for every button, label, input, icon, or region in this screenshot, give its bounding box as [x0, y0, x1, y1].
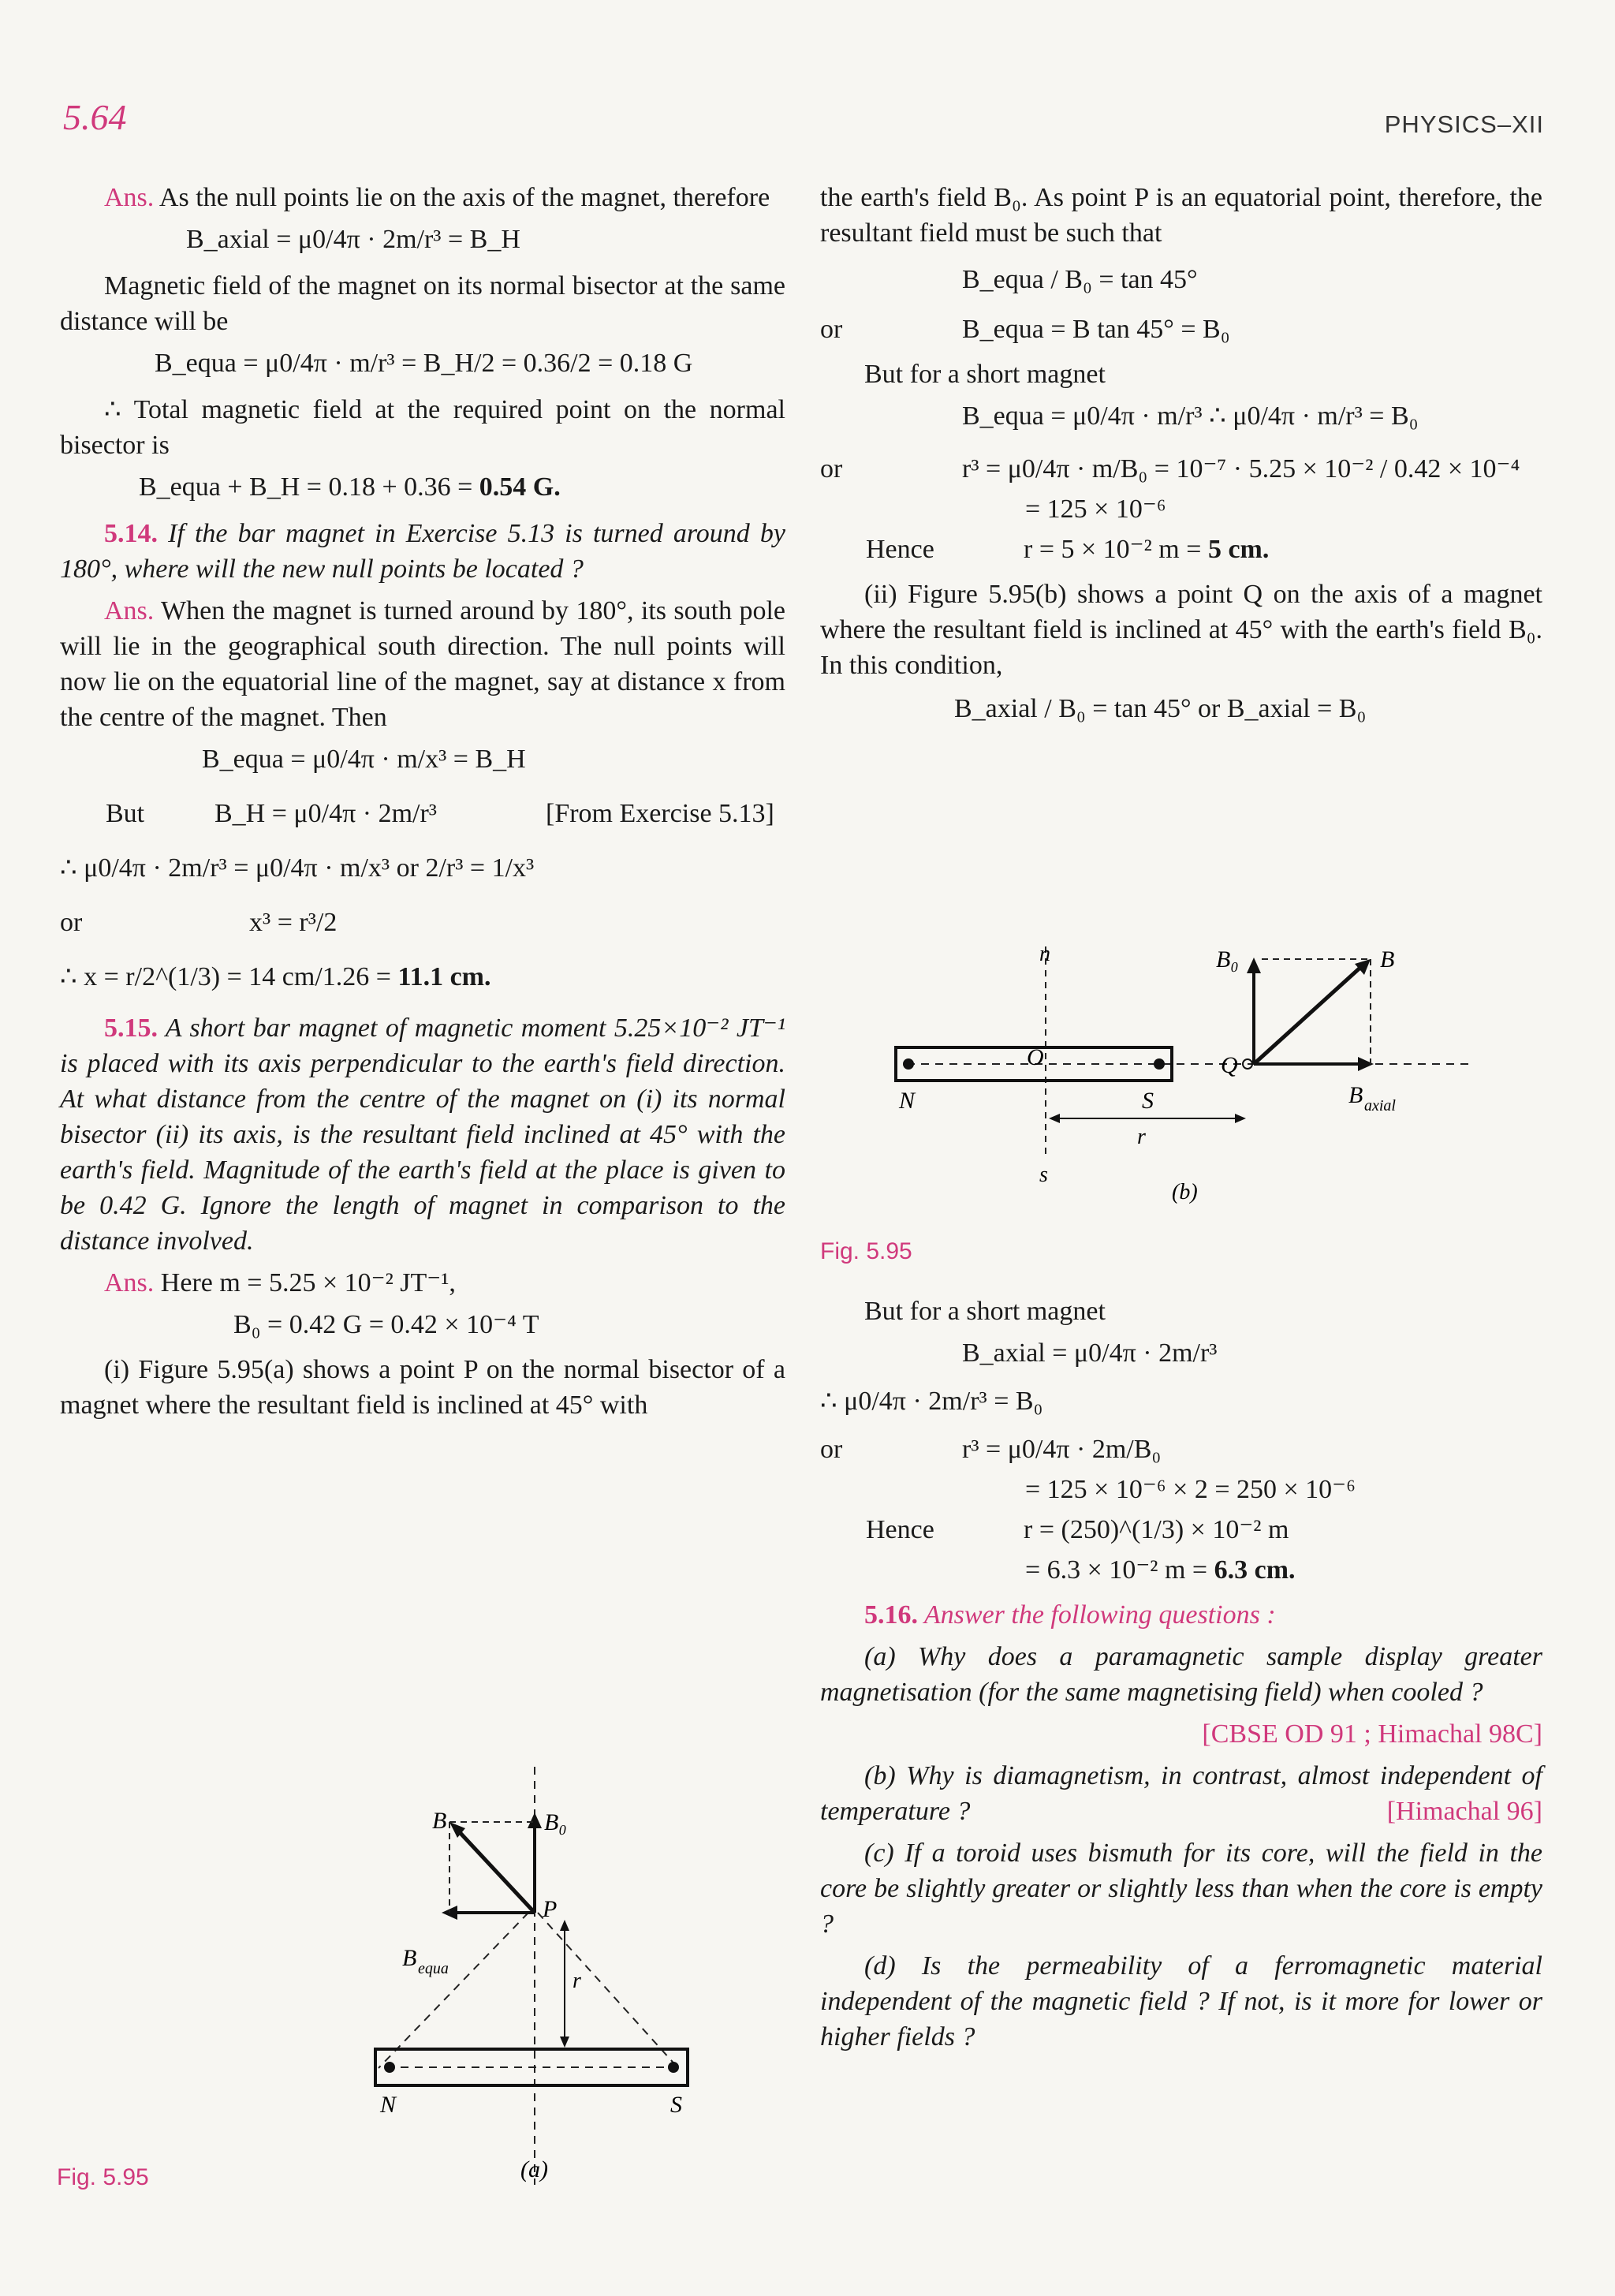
figure-b-caption: (b) [1172, 1180, 1198, 1204]
equation-total-text: B_equa + B_H = 0.18 + 0.36 = [139, 472, 479, 502]
equation-r-cubed-row [820, 451, 1542, 487]
exercise-reference: [From Exercise 5.13] [546, 799, 774, 828]
equation-x-cubed: x³ = r³/2 [249, 908, 338, 937]
figure-label: Fig. 5.95 [57, 2164, 149, 2190]
question-number: 5.16. [864, 1600, 918, 1630]
figure-b-q-label: Q [1221, 1052, 1238, 1078]
question-part-c: (c) If a toroid uses bismuth for its core, will the field in the core be slightly greater or slightly less than when the core is empty ? [820, 1839, 1542, 1939]
hence-label: Hence [866, 535, 934, 564]
left-column [60, 180, 785, 1429]
equation-x-text: ∴ x = r/2^(1/3) = 14 cm/1.26 = [60, 962, 398, 991]
equation-r-result: r = 5 × 10⁻² m = [1024, 535, 1208, 564]
equation-hence-2-row [820, 1512, 1542, 1547]
figure-b-n-pole-label: N [899, 1088, 916, 1114]
equation-total-result: 0.54 G. [479, 472, 561, 502]
equation-r-final-text: = 6.3 × 10⁻² m = [1025, 1555, 1214, 1585]
running-title: PHYSICS–XII [1384, 110, 1544, 138]
figure-b-baxial-subscript: axial [1364, 1097, 1396, 1114]
figure-b-n-label: n [1039, 942, 1050, 966]
figure-b-s-pole-label: S [1142, 1088, 1154, 1114]
figure-a-r-label: r [573, 1969, 581, 1993]
equation-bh: B_H = μ0/4π · 2m/r³ [214, 799, 437, 828]
equation-r-root: r = (250)^(1/3) × 10⁻² m [1024, 1515, 1289, 1544]
figure-b-r-label: r [1137, 1125, 1146, 1149]
figure-b [891, 931, 1483, 1223]
equation-r-cubed: r³ = μ0/4π · m/B₀ = 10⁻⁷ · 5.25 × 10⁻² / 0.42 × 10⁻⁴ [962, 454, 1520, 483]
figure-a [331, 1759, 741, 2201]
question-part-a: (a) Why does a paramagnetic sample display greater magnetisation (for the same magnetising field) when cooled ? [820, 1642, 1542, 1707]
paragraph-earth-field: the earth's field B₀. As point P is an equatorial point, therefore, the resultant field must be such that [820, 183, 1542, 248]
equation-bequa: B_equa = B tan 45° = B₀ [962, 315, 1230, 344]
question-part-b [820, 1758, 1542, 1829]
figure-b-b-label: B [1380, 946, 1395, 973]
or-label: or [820, 1435, 843, 1464]
figure-a-s-label: S [670, 2092, 682, 2118]
but-label: But [106, 799, 145, 828]
question-number: 5.14. [104, 519, 158, 548]
question-part-b-text: (b) Why is diamagnetism, in contrast, almost independent of temperature ? [820, 1761, 1542, 1826]
equation-bequa-row [820, 312, 1542, 347]
right-column [820, 180, 1542, 731]
question-5-16 [820, 1597, 1542, 1633]
question-text: Answer the following questions : [918, 1600, 1276, 1630]
answer-paragraph [60, 180, 785, 215]
question-5-15 [60, 1010, 785, 1259]
equation-bh-row [60, 796, 785, 831]
equation-axial-b0: ∴ μ0/4π · 2m/r³ = B₀ [820, 1387, 1043, 1416]
figure-a-b-label: B [432, 1808, 447, 1834]
or-label: or [60, 908, 83, 937]
answer-paragraph-2 [60, 593, 785, 735]
right-column-lower [820, 1294, 1542, 2061]
equation-ratio: ∴ μ0/4π · 2m/r³ = μ0/4π · m/x³ or 2/r³ = 1/x³ [60, 853, 535, 883]
answer-text: When the magnet is turned around by 180°, its south pole will lie in the geographical south direction. The null points will now lie on the equatorial line of the magnet, say at distance x from the centre of the magnet. Then [60, 596, 785, 732]
or-label: or [820, 454, 843, 483]
equation-x-value: 11.1 cm. [397, 962, 491, 991]
figure-b-baxial-label: B [1348, 1082, 1363, 1108]
equation-hence-row [820, 532, 1542, 567]
paragraph-fig-a: (i) Figure 5.95(a) shows a point P on the normal bisector of a magnet where the resultant field is inclined at 45° with [60, 1355, 785, 1420]
or-label: or [820, 315, 843, 344]
equation-axial-tan: B_axial / B₀ = tan 45° or B_axial = B₀ [954, 694, 1367, 723]
question-text: If the bar magnet in Exercise 5.13 is turned around by 180°, where will the new null points be located ? [60, 519, 785, 584]
equation-equa: B_equa = μ0/4π · m/r³ = B_H/2 = 0.36/2 = 0.18 G [155, 349, 693, 378]
equation-ratio-tan: B_equa / B₀ = tan 45° [962, 265, 1198, 294]
paragraph-short-magnet: But for a short magnet [864, 360, 1106, 389]
equation-total [60, 469, 785, 505]
equation-x-result [60, 959, 785, 995]
paragraph-short-magnet-2: But for a short magnet [864, 1297, 1106, 1326]
figure-a-p-label: P [543, 1896, 558, 1922]
question-5-14 [60, 516, 785, 587]
figure-label-b: Fig. 5.95 [820, 1238, 912, 1264]
equation-r-value: = 125 × 10⁻⁶ [1025, 495, 1166, 524]
equation-r-final-value: 6.3 cm. [1214, 1555, 1296, 1585]
figure-a-b0-label: B₀ [544, 1809, 567, 1835]
equation-short-equa: B_equa = μ0/4π · m/r³ ∴ μ0/4π · m/r³ = B₀ [962, 401, 1419, 431]
equation-r-cubed-value: = 125 × 10⁻⁶ × 2 = 250 × 10⁻⁶ [1025, 1475, 1356, 1504]
figure-b-s-small-label: s [1039, 1163, 1048, 1187]
page-number: 5.64 [63, 97, 127, 137]
figure-a-caption: (a) [520, 2156, 548, 2182]
equation-r-result-value: 5 cm. [1207, 535, 1270, 564]
paragraph-total: ∴ Total magnetic field at the required point on the normal bisector is [60, 395, 785, 460]
answer-label: Ans. [104, 1268, 155, 1297]
question-number: 5.15. [104, 1014, 158, 1043]
equation-r-final [820, 1552, 1542, 1588]
figure-b-o-label: O [1027, 1044, 1044, 1070]
reference-a [820, 1716, 1542, 1752]
equation-null: B_equa = μ0/4π · m/x³ = B_H [202, 745, 526, 774]
answer-label: Ans. [104, 183, 155, 212]
equation-r-cubed-2: r³ = μ0/4π · 2m/B₀ [962, 1435, 1162, 1464]
equation-x-cubed-row [60, 905, 785, 940]
paragraph-fig-b: (ii) Figure 5.95(b) shows a point Q on the axis of a magnet where the resultant field is inclined at 45° with the earth's field B₀. In this condition, [820, 580, 1542, 680]
question-part-d: (d) Is the permeability of a ferromagnetic material independent of the magnetic field ? If not, is it more for lower or higher fields ? [820, 1951, 1542, 2051]
answer-label: Ans. [104, 596, 155, 625]
equation-r-cubed-2-row [820, 1432, 1542, 1467]
answer-paragraph-3 [60, 1265, 785, 1301]
figure-a-n-label: N [380, 2092, 397, 2118]
figure-a-bequa-label: B [402, 1945, 417, 1971]
equation-axial-short: B_axial = μ0/4π · 2m/r³ [962, 1338, 1218, 1368]
figure-b-b0-label: B₀ [1216, 946, 1239, 973]
reference-b: [Himachal 96] [1386, 1797, 1542, 1826]
paragraph-bisector: Magnetic field of the magnet on its normal bisector at the same distance will be [60, 271, 785, 336]
hence-label: Hence [866, 1515, 934, 1544]
answer-text: As the null points lie on the axis of the magnet, therefore [154, 183, 770, 212]
question-text: A short bar magnet of magnetic moment 5.25×10⁻² JT⁻¹ is placed with its axis perpendicular to the earth's field direction. At what distance from the centre of the magnet on (i) its normal bisector (ii) its axis, is the resultant field inclined at 45° with the earth's field. Magnitude of the earth's field at the place is given to be 0.42 G. Ignore the length of magnet in comparison to the distance involved. [60, 1014, 785, 1256]
equation-axial: B_axial = μ0/4π · 2m/r³ = B_H [186, 225, 520, 254]
reference-a-text: [CBSE OD 91 ; Himachal 98C] [1202, 1719, 1542, 1749]
equation-b0: B₀ = 0.42 G = 0.42 × 10⁻⁴ T [233, 1310, 539, 1339]
answer-text: Here m = 5.25 × 10⁻² JT⁻¹, [154, 1268, 456, 1297]
figure-a-bequa-subscript: equa [418, 1960, 449, 1977]
